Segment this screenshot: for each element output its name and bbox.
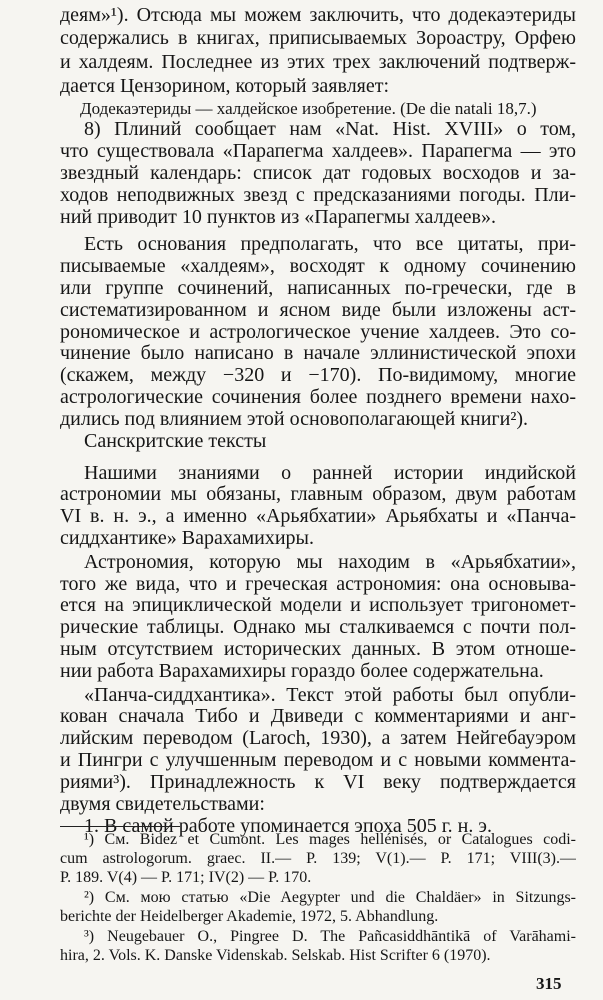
footnote-line: cum astrologorum. graec. II.— P. 139; V(1).— P. 171; VIII(3).— — [60, 850, 576, 867]
text-line: и Пингри с улучшенным переводом и с новыми коммента- — [60, 749, 576, 771]
page-number: 315 — [536, 974, 562, 993]
footnote-line: P. 189. V(4) — P. 171; IV(2) — P. 170. — [60, 869, 312, 886]
text-line: ется на эпициклической модели и использует тригономет- — [60, 594, 576, 616]
text-line: двумя свидетельствами: — [60, 793, 265, 815]
footnote-line: berichte der Heidelberger Akademie, 1972, 5. Abhandlung. — [60, 908, 439, 925]
text-line: астрономии мы обязаны, главным образом, двум работам — [60, 483, 576, 505]
text-line: астрологические сочинения более позднего времени нахо- — [60, 386, 576, 408]
text-line: 1. В самой работе упоминается эпоха 505 г. н. э. — [84, 815, 492, 837]
footnote-divider — [60, 826, 180, 827]
text-line: (скажем, между −320 и −170). По-видимому, многие — [60, 364, 576, 386]
text-line: кован сначала Тибо и Двиведи с комментариями и анг- — [60, 705, 576, 727]
text-line: риями³). Принадлежность к VI веку подтверждается — [60, 771, 576, 793]
text-line: Астрономия, которую мы находим в «Арьябхатии», — [84, 551, 576, 573]
text-line: что существовала «Парапегма халдеев». Парапегма — это — [60, 140, 576, 162]
text-line: сиддхантике» Варахамихиры. — [60, 527, 314, 549]
text-line: звездный календарь: список дат годовых восходов и за- — [60, 162, 576, 184]
text-line: и халдеям. Последнее из этих трех заключений подтверж- — [60, 51, 576, 73]
section-heading: Санскритские тексты — [84, 430, 267, 452]
text-line: лийским переводом (Laroch, 1930), а затем Нейгебауэром — [60, 727, 576, 749]
text-line: ходов неподвижных звезд с предсказаниями погоды. Пли- — [60, 184, 576, 206]
footnote-line: hira, 2. Vols. K. Danske Videnskab. Selskab. Hist Scrifter 6 (1970). — [60, 947, 491, 964]
text-line: Есть основания предполагать, что все цитаты, при- — [84, 233, 576, 255]
text-line: нии работа Варахамихиры гораздо более содержательна. — [60, 660, 544, 682]
text-line: рические таблицы. Однако мы сталкиваемся с почти пол- — [60, 616, 576, 638]
text-line: ний приводит 10 пунктов из «Парапегмы халдеев». — [60, 206, 496, 228]
text-line: или группе сочинений, написанных по-гречески, где в — [60, 277, 576, 299]
text-line: рономическое и астрологическое учение халдеев. Это со- — [60, 321, 576, 343]
text-line: «Панча-сиддхантика». Текст этой работы был опубли- — [84, 684, 576, 706]
footnote-line: ²) См. мою статью «Die Aegypter und die Chaldäer» in Sitzungs- — [84, 889, 576, 906]
text-line: дились под влиянием этой основополагающей книги²). — [60, 408, 528, 430]
text-line: Нашими знаниями о ранней истории индийской — [84, 462, 576, 484]
text-line: чинение было написано в начале эллинистической эпохи — [60, 342, 576, 364]
text-line: ным отсутствием исторических данных. В этом отноше- — [60, 638, 576, 660]
text-line: 8) Плиний сообщает нам «Nat. Hist. XVIII» о том, — [84, 118, 576, 140]
footnote-line: ¹) См. Bidez et Cumont. Les mages hellénisés, or Catalogues codi- — [84, 831, 576, 848]
text-line: писываемые «халдеям», восходят к одному сочинению — [60, 255, 576, 277]
quote-line: Додекаэтериды — халдейское изобретение. (De die natali 18,7.) — [80, 99, 537, 118]
text-line: содержались в книгах, приписываемых Зороастру, Орфею — [60, 27, 576, 49]
text-line: систематизированном и ясном виде были изложены аст- — [60, 299, 576, 321]
text-line: VI в. н. э., а именно «Арьябхатии» Арьябхаты и «Панча- — [60, 505, 576, 527]
text-line: деям»¹). Отсюда мы можем заключить, что додекаэтериды — [60, 4, 576, 26]
text-line: дается Цензорином, который заявляет: — [60, 75, 390, 97]
footnote-line: ³) Neugebauer O., Pingree D. The Pañcasiddhāntikā of Varāhami- — [84, 928, 576, 945]
text-line: того же вида, что и греческая астрономия: она основыва- — [60, 573, 576, 595]
